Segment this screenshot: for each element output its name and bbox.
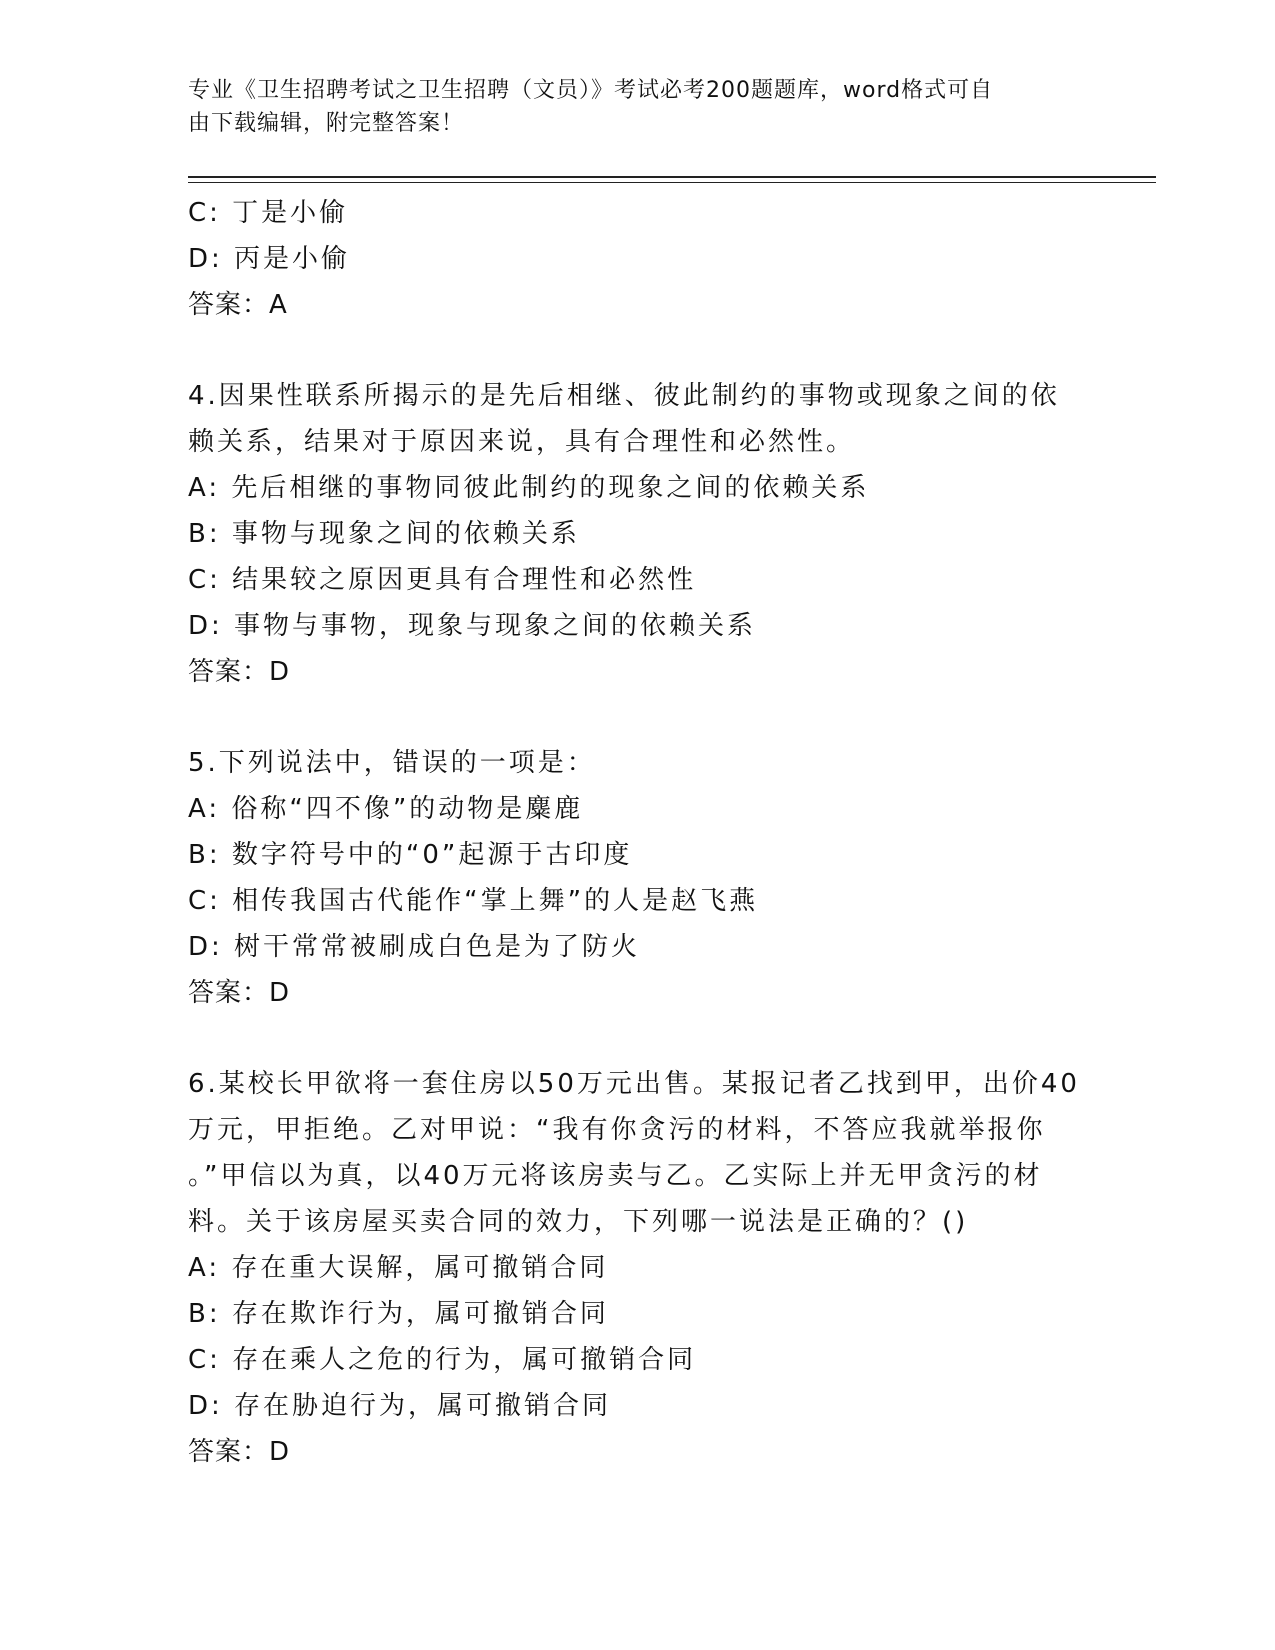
document-header (188, 74, 1068, 140)
answer-label: 答案：D (188, 657, 291, 687)
option-c: C: 丁是小偷 (188, 198, 349, 228)
question-list (188, 190, 1088, 1475)
option-d: D: 事物与事物，现象与现象之间的依赖关系 (188, 611, 757, 641)
option-b: B: 事物与现象之间的依赖关系 (188, 519, 580, 549)
header-rule-thin (188, 182, 1156, 183)
question-stem: 4.因果性联系所揭示的是先后相继、彼此制约的事物或现象之间的依 (188, 381, 1060, 411)
answer-label: 答案：D (188, 1437, 291, 1467)
question-stem: 赖关系，结果对于原因来说，具有合理性和必然性。 (188, 427, 856, 457)
answer-label: 答案：D (188, 978, 291, 1008)
question-stem: 料。关于该房屋买卖合同的效力，下列哪一说法是正确的？() (188, 1207, 969, 1237)
header-rule-thick (188, 176, 1156, 178)
option-b: B: 存在欺诈行为，属可撤销合同 (188, 1299, 609, 1329)
option-c: C: 相传我国古代能作“掌上舞”的人是赵飞燕 (188, 886, 759, 916)
header-line-1: 专业《卫生招聘考试之卫生招聘（文员）》考试必考200题题库，word格式可自 (188, 78, 994, 103)
question-stem: 5.下列说法中，错误的一项是： (188, 748, 596, 778)
option-d: D: 树干常常被刷成白色是为了防火 (188, 932, 641, 962)
question-stem: 。”甲信以为真，以40万元将该房卖与乙。乙实际上并无甲贪污的材 (188, 1161, 1043, 1191)
option-c: C: 存在乘人之危的行为，属可撤销合同 (188, 1345, 697, 1375)
option-b: B: 数字符号中的“0”起源于古印度 (188, 840, 633, 870)
question-6 (188, 1061, 1088, 1475)
option-c: C: 结果较之原因更具有合理性和必然性 (188, 565, 697, 595)
option-d: D: 存在胁迫行为，属可撤销合同 (188, 1391, 612, 1421)
option-a: A: 俗称“四不像”的动物是麋鹿 (188, 794, 584, 824)
header-line-2: 由下载编辑，附完整答案！ (188, 111, 465, 136)
option-a: A: 存在重大误解，属可撤销合同 (188, 1253, 609, 1283)
question-4 (188, 373, 1088, 695)
option-a: A: 先后相继的事物同彼此制约的现象之间的依赖关系 (188, 473, 870, 503)
question-stem: 6.某校长甲欲将一套住房以50万元出售。某报记者乙找到甲，出价40 (188, 1069, 1080, 1099)
question-stem: 万元，甲拒绝。乙对甲说：“我有你贪污的材料，不答应我就举报你 (188, 1115, 1046, 1145)
question-5 (188, 740, 1088, 1016)
question-3-tail (188, 190, 1088, 328)
answer-label: 答案：A (188, 290, 288, 320)
option-d: D: 丙是小偷 (188, 244, 351, 274)
